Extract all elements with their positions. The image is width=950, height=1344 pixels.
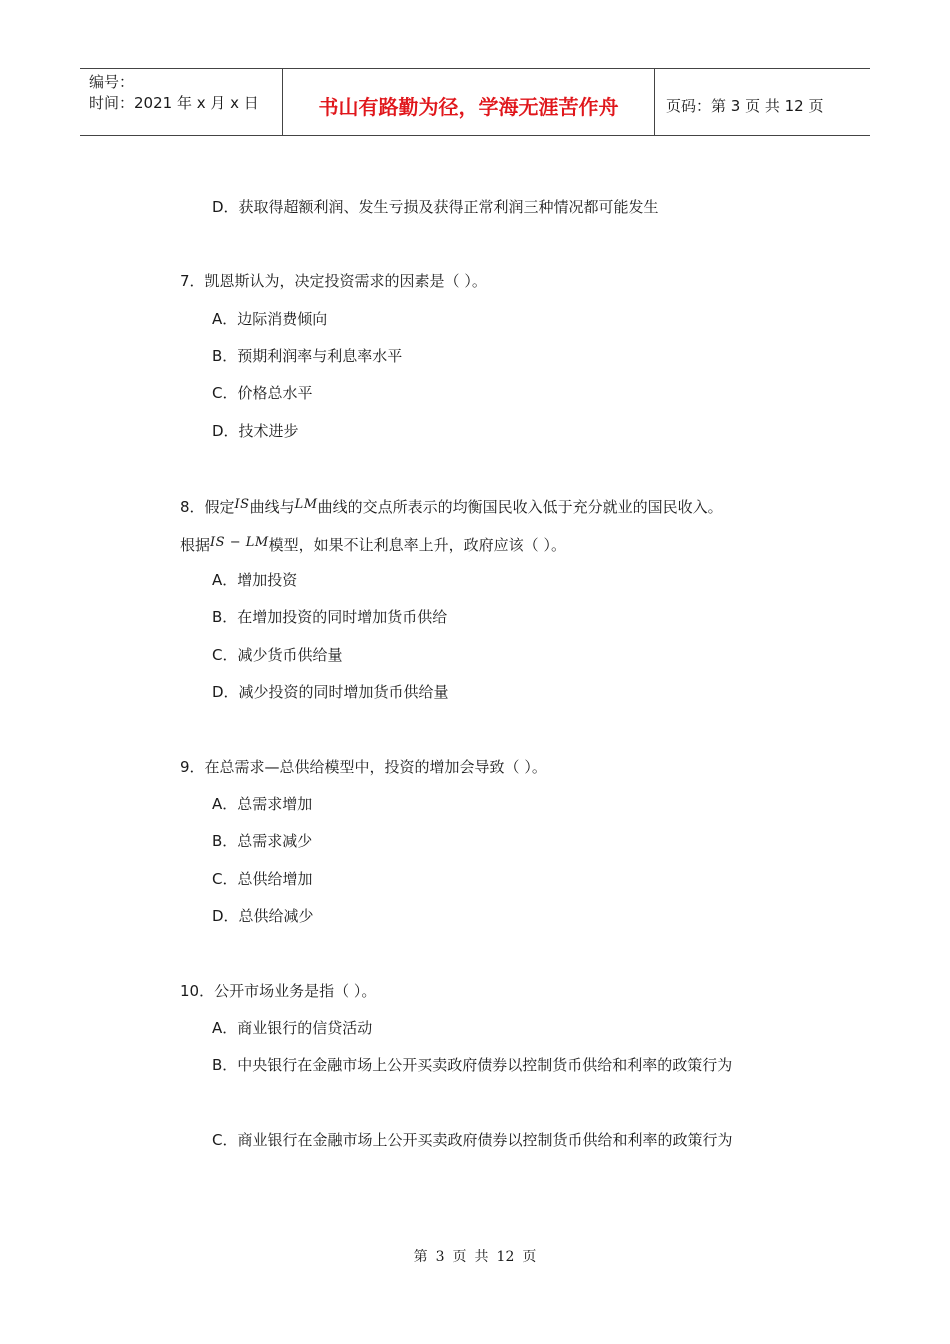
q9-option-b: B．总需求减少 (212, 832, 313, 850)
document-header (80, 68, 870, 136)
q9-option-d: D．总供给减少 (212, 907, 314, 925)
is-lm-model-symbol: IS − LM (210, 535, 269, 550)
q8-option-a: A．增加投资 (212, 571, 298, 589)
q8-stem-text-5: 模型，如果不让利息率上升，政府应该（ ）。 (268, 536, 566, 554)
header-meta (80, 69, 282, 135)
q10-option-a: A．商业银行的信贷活动 (212, 1019, 373, 1037)
q6-option-d: D．获取得超额利润、发生亏损及获得正常利润三种情况都可能发生 (212, 198, 659, 216)
footer-total-pages: 12 (496, 1249, 515, 1265)
footer-page-number: 3 (435, 1249, 445, 1265)
q7-stem: 7．凯恩斯认为，决定投资需求的因素是（ ）。 (180, 272, 487, 290)
q8-stem-line1 (180, 495, 723, 517)
q9-option-a: A．总需求增加 (212, 795, 313, 813)
is-curve-symbol: IS (234, 497, 250, 512)
q8-stem-text-3: 曲线的交点所表示的均衡国民收入低于充分就业的国民收入。 (317, 498, 723, 516)
q8-stem-text-2: 曲线与 (249, 498, 295, 516)
q7-option-d: D．技术进步 (212, 422, 299, 440)
serial-label: 编号： (89, 73, 135, 91)
q10-option-c: C．商业银行在金融市场上公开买卖政府债券以控制货币供给和利率的政策行为 (212, 1131, 733, 1149)
footer-word-di: 第 (413, 1249, 428, 1265)
q8-stem-line2 (180, 533, 566, 555)
q10-stem: 10．公开市场业务是指（ ）。 (180, 982, 377, 1000)
header-motto: 书山有路勤为径，学海无涯苦作舟 (282, 69, 655, 135)
header-page-info: 页码：第 3 页 共 12 页 (666, 96, 824, 115)
q8-stem-text-1: 8．假定 (180, 498, 235, 516)
q9-option-c: C．总供给增加 (212, 870, 313, 888)
q7-option-b: B．预期利润率与利息率水平 (212, 347, 403, 365)
footer-word-ye: 页 (452, 1249, 467, 1265)
time-label: 时间：2021 年 x 月 x 日 (89, 94, 259, 112)
q8-option-d: D．减少投资的同时增加货币供给量 (212, 683, 449, 701)
footer-word-ye-2: 页 (522, 1249, 537, 1265)
q8-option-c: C．减少货币供给量 (212, 646, 343, 664)
q7-option-a: A．边际消费倾向 (212, 310, 328, 328)
q9-stem: 9．在总需求—总供给模型中，投资的增加会导致（ ）。 (180, 758, 547, 776)
page-footer (0, 1246, 950, 1266)
q8-stem-text-4: 根据 (180, 536, 211, 554)
q8-option-b: B．在增加投资的同时增加货币供给 (212, 608, 448, 626)
footer-word-gong: 共 (474, 1249, 489, 1265)
q7-option-c: C．价格总水平 (212, 384, 313, 402)
lm-curve-symbol: LM (294, 497, 318, 512)
q10-option-b: B．中央银行在金融市场上公开买卖政府债券以控制货币供给和利率的政策行为 (212, 1056, 733, 1074)
